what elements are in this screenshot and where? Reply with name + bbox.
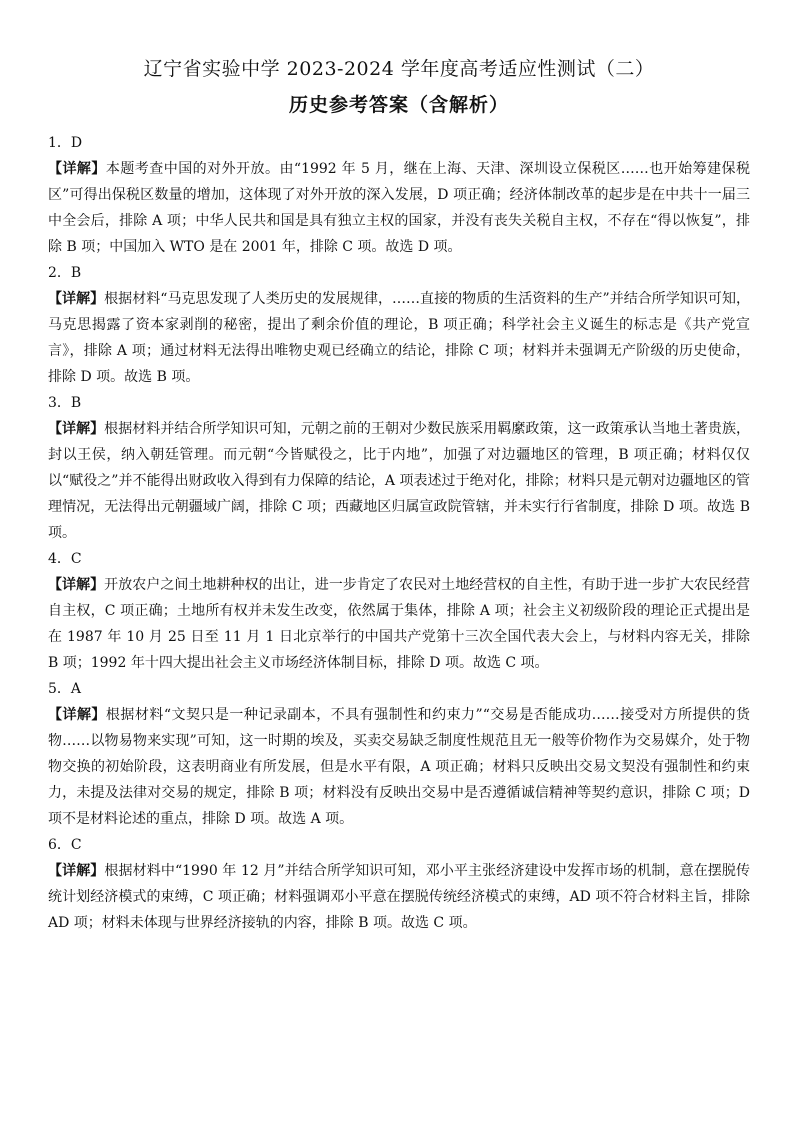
document-title: 辽宁省实验中学 2023-2024 学年度高考适应性测试（二） [143, 58, 655, 80]
question-block-1 [48, 130, 750, 260]
detail-tag: 【详解】 [48, 577, 105, 593]
question-explanation [48, 572, 750, 676]
question-block-6 [48, 832, 750, 936]
question-explanation [48, 156, 750, 260]
detail-tag: 【详解】 [48, 291, 105, 307]
question-number: 5．A [48, 681, 82, 697]
document-subtitle: 历史参考答案（含解析） [288, 94, 509, 116]
question-block-2 [48, 260, 750, 390]
question-explanation [48, 286, 750, 390]
explanation-text: 根据材料并结合所学知识可知，元朝之前的王朝对少数民族采用羁縻政策，这一政策承认当地土著贵族，封以王侯，纳入朝廷管理。而元朝“今皆赋役之，比于内地”，加强了对边疆地区的管理，B 项正确；材料仅仅以“赋役之”并不能得出财政收入得到有力保障的结论，A 项表述过于绝对化，排除；材料只是元朝对边疆地区的管理情况，无法得出元朝疆域广阔，排除 C 项；西藏地区归属宣政院管辖，并未实行行省制度，排除 D 项。故选 B 项。 [48, 421, 751, 541]
question-number: 2．B [48, 265, 82, 281]
question-number: 3．B [48, 395, 82, 411]
explanation-text: 根据材料“马克思发现了人类历史的发展规律，……直接的物质的生活资料的生产”并结合所学知识可知，马克思揭露了资本家剥削的秘密，提出了剩余价值的理论，B 项正确；科学社会主义诞生的标志是《共产党宣言》，排除 A 项；通过材料无法得出唯物史观已经确立的结论，排除 C 项；材料并未强调无产阶级的历史使命，排除 D 项。故选 B 项。 [48, 291, 751, 385]
detail-tag: 【详解】 [48, 421, 105, 437]
question-number: 6．C [48, 837, 82, 853]
explanation-text: 根据材料“文契只是一种记录副本，不具有强制性和约束力”“交易是否能成功……接受对方所提供的货物……以物易物来实现”可知，这一时期的埃及，买卖交易缺乏制度性规范且无一般等价物作为交易媒介，处于物物交换的初始阶段，这表明商业有所发展，但是水平有限，A 项正确；材料只反映出交易文契没有强制性和约束力，未提及法律对交易的规定，排除 B 项；材料没有反映出交易中是否遵循诚信精神等契约意识，排除 C 项；D 项不是材料论述的重点，排除 D 项。故选 A 项。 [48, 707, 750, 827]
question-number: 4．C [48, 551, 82, 567]
question-explanation [48, 858, 750, 936]
detail-tag: 【详解】 [48, 161, 106, 177]
question-explanation [48, 702, 750, 832]
question-block-3 [48, 390, 750, 546]
detail-tag: 【详解】 [48, 863, 105, 879]
question-block-4 [48, 546, 750, 676]
explanation-text: 开放农户之间土地耕种权的出让，进一步肯定了农民对土地经营权的自主性，有助于进一步扩大农民经营自主权，C 项正确；土地所有权并未发生改变，依然属于集体，排除 A 项；社会主义初级阶段的理论正式提出是在 1987 年 10 月 25 日至 11 月 1 日北京举行的中国共产党第十三次全国代表大会上，与材料内容无关，排除 B 项；1992 年十四大提出社会主义市场经济体制目标，排除 D 项。故选 C 项。 [48, 577, 751, 671]
detail-tag: 【详解】 [48, 707, 106, 723]
explanation-text: 本题考查中国的对外开放。由“1992 年 5 月，继在上海、天津、深圳设立保税区……也开始筹建保税区”可得出保税区数量的增加，这体现了对外开放的深入发展，D 项正确；经济体制改革的起步是在中共十一届三中全会后，排除 A 项；中华人民共和国是具有独立主权的国家，并没有丧失关税自主权，不存在“得以恢复”，排除 B 项；中国加入 WTO 是在 2001 年，排除 C 项。故选 D 项。 [48, 161, 751, 255]
question-number: 1．D [48, 135, 83, 151]
question-block-5 [48, 676, 750, 832]
question-explanation [48, 416, 750, 546]
explanation-text: 根据材料中“1990 年 12 月”并结合所学知识可知，邓小平主张经济建设中发挥市场的机制，意在摆脱传统计划经济模式的束缚，C 项正确；材料强调邓小平意在摆脱传统经济模式的束缚，AD 项不符合材料主旨，排除 AD 项；材料未体现与世界经济接轨的内容，排除 B 项。故选 C 项。 [48, 863, 751, 931]
